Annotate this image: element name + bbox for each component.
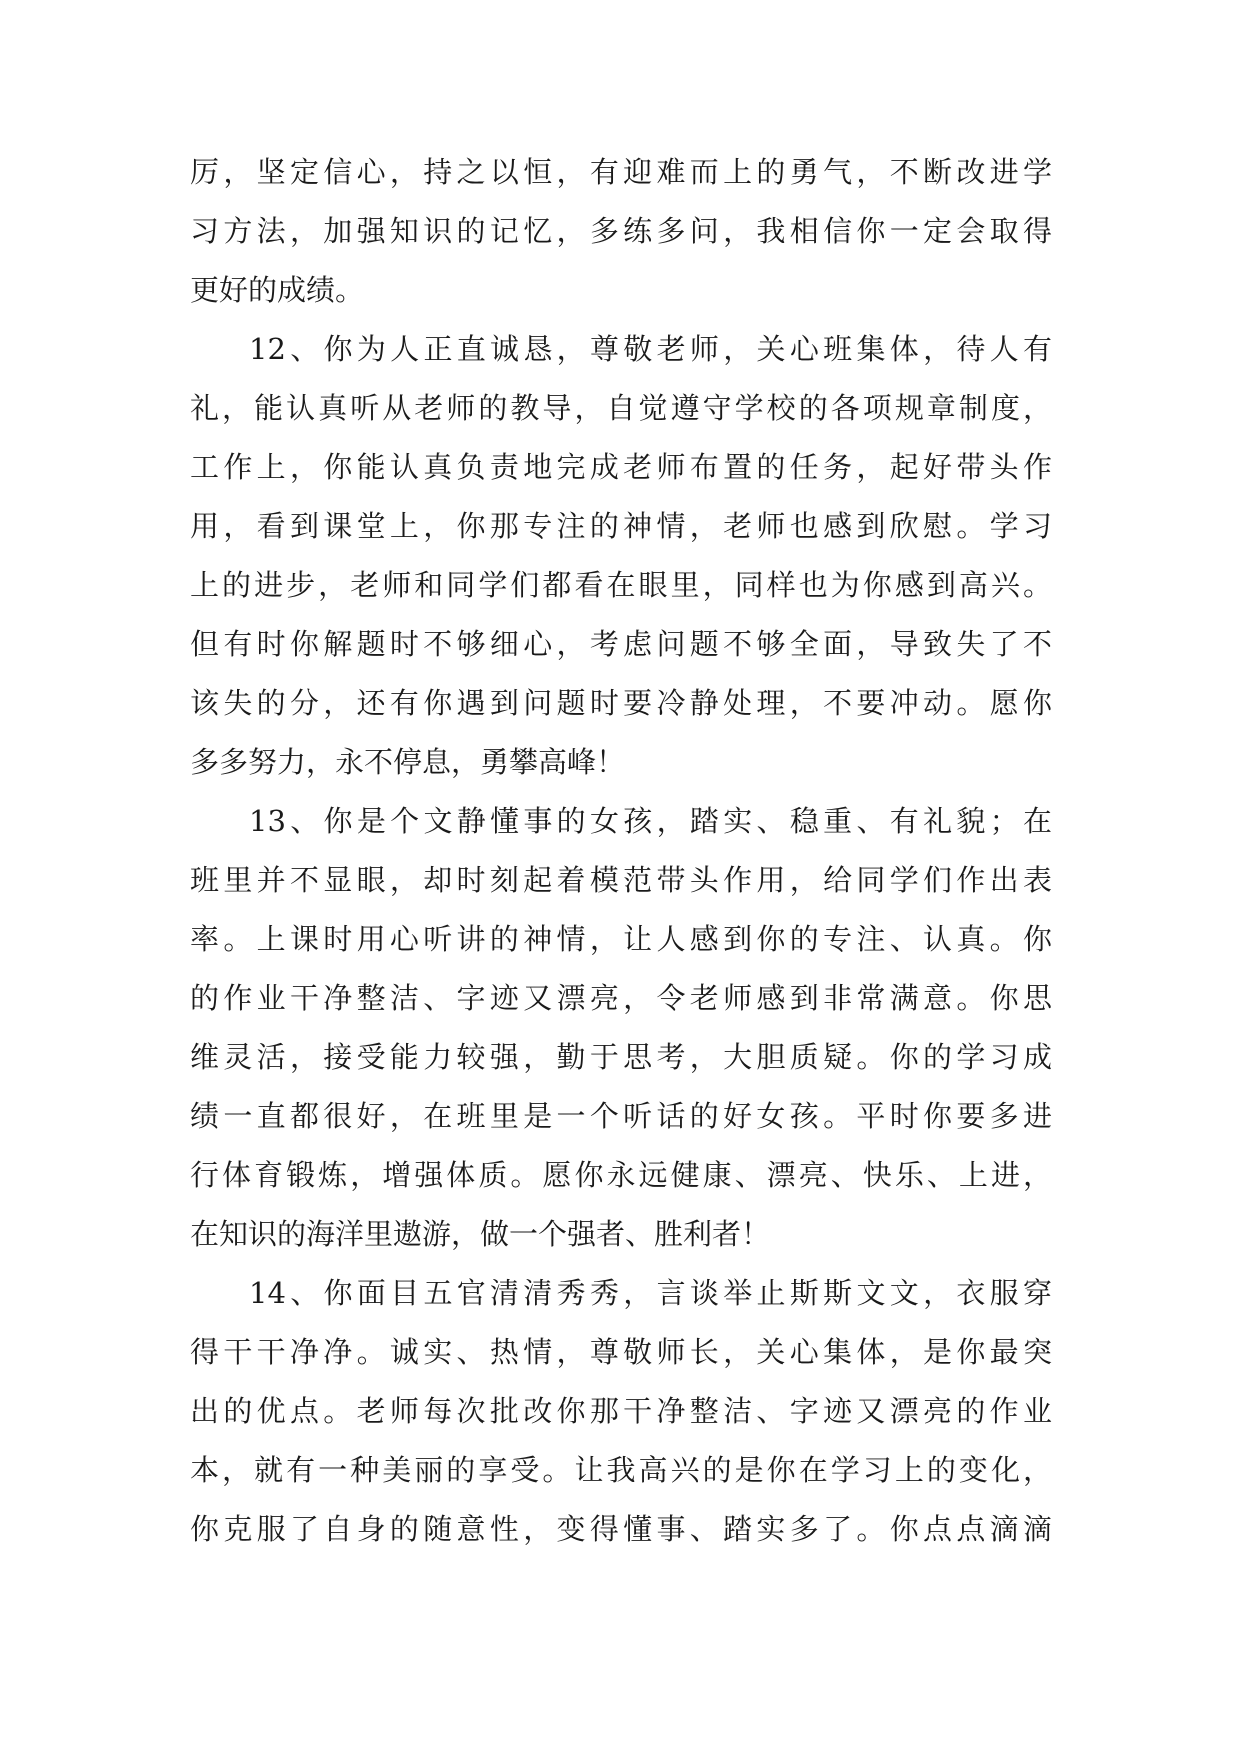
text-line: 绩一直都很好，在班里是一个听话的好女孩。平时你要多进 [190,1099,1052,1133]
text-line: 多多努力，永不停息，勇攀高峰！ [190,745,626,779]
text-line: 在知识的海洋里遨游，做一个强者、胜利者！ [190,1217,771,1251]
text-line: 的作业干净整洁、字迹又漂亮，令老师感到非常满意。你思 [190,981,1052,1015]
text-line: 13、你是个文静懂事的女孩，踏实、稳重、有礼貌；在 [249,804,1052,838]
paragraph-14 [190,1264,1052,1559]
text-line: 礼，能认真听从老师的教导，自觉遵守学校的各项规章制度， [190,391,1052,425]
text-line: 行体育锻炼，增强体质。愿你永远健康、漂亮、快乐、上进， [190,1158,1052,1192]
text-line: 本，就有一种美丽的享受。让我高兴的是你在学习上的变化， [190,1453,1052,1487]
text-line: 14、你面目五官清清秀秀，言谈举止斯斯文文，衣服穿 [249,1276,1052,1310]
text-line: 你克服了自身的随意性，变得懂事、踏实多了。你点点滴滴 [190,1512,1052,1546]
text-line: 出的优点。老师每次批改你那干净整洁、字迹又漂亮的作业 [190,1394,1052,1428]
text-line: 厉，坚定信心，持之以恒，有迎难而上的勇气，不断改进学 [190,155,1052,189]
document-page [190,143,1052,1559]
text-line: 得干干净净。诚实、热情，尊敬师长，关心集体，是你最突 [190,1335,1052,1369]
text-line: 率。上课时用心听讲的神情，让人感到你的专注、认真。你 [190,922,1052,956]
text-line: 更好的成绩。 [190,273,365,307]
text-line: 工作上，你能认真负责地完成老师布置的任务，起好带头作 [190,450,1052,484]
text-line: 该失的分，还有你遇到问题时要冷静处理，不要冲动。愿你 [190,686,1052,720]
text-line: 班里并不显眼，却时刻起着模范带头作用，给同学们作出表 [190,863,1052,897]
text-line: 上的进步，老师和同学们都看在眼里，同样也为你感到高兴。 [190,568,1052,602]
paragraph-continued [190,143,1052,320]
paragraph-12 [190,320,1052,792]
text-line: 用，看到课堂上，你那专注的神情，老师也感到欣慰。学习 [190,509,1052,543]
text-line: 12、你为人正直诚恳，尊敬老师，关心班集体，待人有 [249,332,1052,366]
text-line: 但有时你解题时不够细心，考虑问题不够全面，导致失了不 [190,627,1052,661]
text-line: 习方法，加强知识的记忆，多练多问，我相信你一定会取得 [190,214,1052,248]
paragraph-13 [190,792,1052,1264]
text-line: 维灵活，接受能力较强，勤于思考，大胆质疑。你的学习成 [190,1040,1052,1074]
